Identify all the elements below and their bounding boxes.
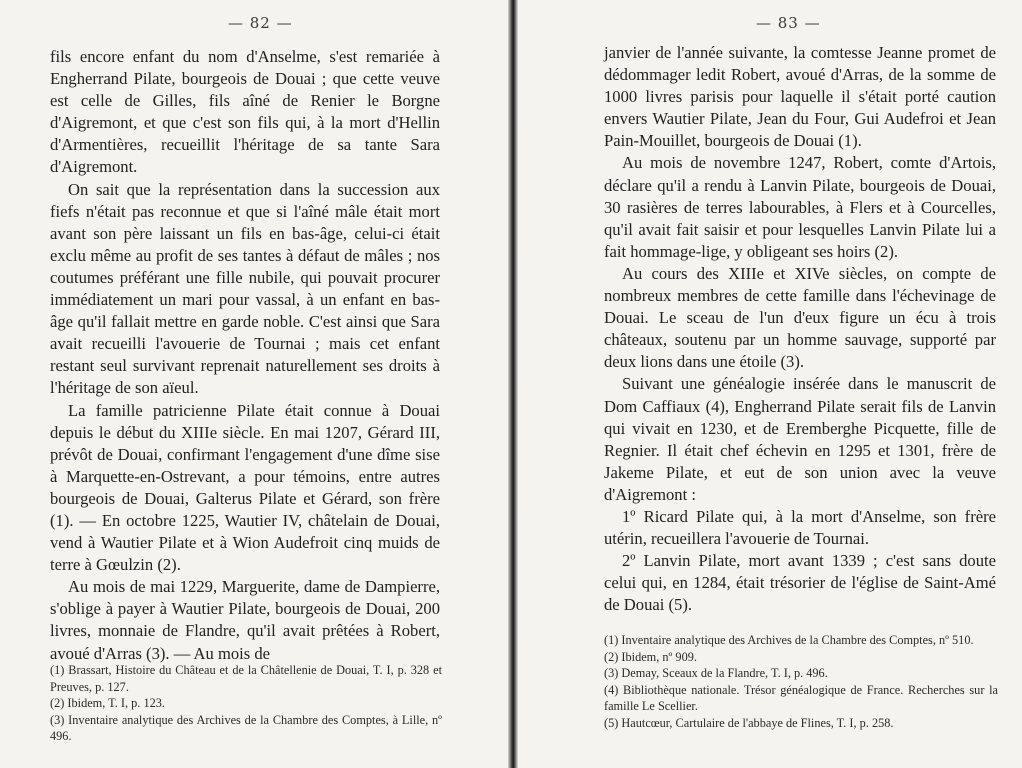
page-number-right: — 83 — [756,14,821,32]
right-paragraph-4: Suivant une généalogie insérée dans le manuscrit de Dom Caffiaux (4), Engherrand Pilate serait fils de Lanvin qui vivait en 1230, et de Eremberghe Picquette, fille de Regnier. Il était chef échevin en 1295 et 1301, frère de Jakeme Pilate, et eut de son union avec la veuve d'Aigremont : [604,374,996,504]
right-paragraph-5: 1º Ricard Pilate qui, à la mort d'Anselme, son frère utérin, recueillera l'avouerie de Tournai. [604,506,996,549]
right-paragraph-2: Au mois de novembre 1247, Robert, comte d'Artois, déclare qu'il a rendu à Lanvin Pilate, bourgeois de Douai, 30 rasières de terres labourables, à Flers et à Courcelles, qu'il avait fait saisir et pour lesquelles Lanvin Pilate lui a fait hommage-lige, y obligeant ses hoirs (2). [604,153,996,261]
right-footnote-1: (1) Inventaire analytique des Archives de la Chambre des Comptes, nº 510. [604,633,974,647]
left-paragraph-2: On sait que la représentation dans la succession aux fiefs n'était pas reconnue et que si l'aîné mâle était mort avant son père laissant un fils en bas-âge, celui-ci était exclu même au profit de ses tantes à défaut de mâles ; nos coutumes préférant une fille nubile, qui pouvait procurer immédiatement un mari pour vassal, à un enfant en bas-âge qu'il fallait mettre en garde noble. C'est ainsi que Sara avait recueilli l'avouerie de Tournai ; mais cet enfant restant seul survivant reprenait naturellement ses droits à l'héritage de son aïeul. [50,179,440,398]
left-footnote-3: (3) Inventaire analytique des Archives de la Chambre des Comptes, à Lille, nº 496. [50,712,442,744]
right-footnote-4: (4) Bibliothèque nationale. Trésor généalogique de France. Recherches sur la famille Le Scellier. [604,682,998,714]
right-page [518,0,1022,768]
right-footnote-5: (5) Hautcœur, Cartulaire de l'abbaye de Flines, T. I, p. 258. [604,715,894,730]
right-paragraph-6: 2º Lanvin Pilate, mort avant 1339 ; c'est sans doute celui qui, en 1284, était trésorier de l'église de Saint-Amé de Douai (5). [604,551,996,615]
right-paragraph-1: janvier de l'année suivante, la comtesse Jeanne promet de dédommager ledit Robert, avoué d'Arras, de la somme de 1000 livres parisis pour laquelle il s'était porté caution envers Wautier Pilate, Jean du Four, Gui Audefroi et Jean Pain-Mouillet, bourgeois de Douai (1). [604,43,996,151]
left-footnotes [50,662,442,745]
left-paragraph-1: fils encore enfant du nom d'Anselme, s'est remariée à Engherrand Pilate, bourgeois de Douai ; que cette veuve est celle de Gilles, fils aîné de Renier le Borgne d'Aigremont, et que c'est son fils qui, à la mort d'Hellin d'Armentières, recueillit l'héritage de sa tante Sara d'Aigremont. [50,47,440,177]
book-gutter [508,0,518,768]
right-footnotes [604,632,998,732]
right-footnote-2: (2) Ibidem, nº 909. [604,649,697,664]
left-footnote-1: (1) Brassart, Histoire du Château et de la Châtellenie de Douai, T. I, p. 328 et Preuves, p. 127. [50,663,442,694]
right-footnote-3: (3) Demay, Sceaux de la Flandre, T. I, p. 496. [604,666,828,681]
left-paragraph-3: La famille patricienne Pilate était connue à Douai depuis le début du XIIIe siècle. En mai 1207, Gérard III, prévôt de Douai, confirmant l'engagement d'une dîme sise à Marquette-en-Ostrevant, a pour témoins, entre autres bourgeois de Douai, Galterus Pilate et Gérard, son frère (1). — En octobre 1225, Wautier IV, châtelain de Douai, vend à Wautier Pilate et à Wion Audefroit cinq muids de terre à Gœulzin (2). [50,400,440,575]
left-paragraph-4: Au mois de mai 1229, Marguerite, dame de Dampierre, s'oblige à payer à Wautier Pilate, bourgeois de Douai, 200 livres, monnaie de Flandre, qu'il avait prêtées à Robert, avoué d'Arras (3). — Au mois de [50,577,440,663]
left-page-body [50,46,440,665]
left-page [0,0,508,768]
left-footnote-2: (2) Ibidem, T. I, p. 123. [50,696,165,711]
page-number-left: — 82 — [228,14,293,32]
right-paragraph-3: Au cours des XIIIe et XIVe siècles, on compte de nombreux membres de cette famille dans l'échevinage de Douai. Le sceau de l'un d'eux figure un écu à trois châteaux, soutenu par un homme sauvage, supporté par deux lions dans une étoile (3). [604,263,996,372]
right-page-body [604,42,996,616]
